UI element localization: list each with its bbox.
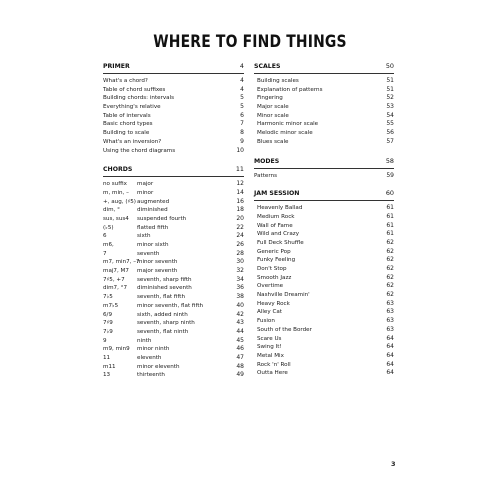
- chord-name: flatted fifth: [137, 224, 169, 231]
- entry-page: 42: [236, 310, 244, 318]
- chord-name: minor eleventh: [137, 363, 180, 370]
- section-title: JAM SESSION: [254, 190, 300, 198]
- chord-name: suspended fourth: [137, 215, 187, 222]
- section-rule: [254, 73, 394, 74]
- toc-entry[interactable]: [103, 267, 244, 276]
- chord-name: minor: [137, 189, 154, 196]
- chord-name: seventh: [137, 250, 160, 257]
- entry-page: 7: [240, 120, 244, 128]
- chord-symbol: 7♭5: [103, 294, 113, 301]
- entry-label: Rock 'n' Roll: [257, 361, 291, 368]
- entry-label: Medium Rock: [257, 213, 295, 220]
- section-rule: [254, 200, 394, 201]
- section-rule: [103, 73, 244, 74]
- chord-name: seventh, flat fifth: [137, 294, 186, 301]
- entry-page: 34: [236, 275, 244, 283]
- toc-entry[interactable]: [254, 204, 394, 213]
- entry-label: Melodic minor scale: [257, 130, 313, 137]
- entry-label: South of the Border: [257, 326, 312, 333]
- right-column: [254, 62, 394, 378]
- entry-page: 56: [386, 129, 394, 137]
- toc-entry[interactable]: [103, 86, 244, 95]
- entry-page: 4: [240, 77, 244, 84]
- chord-name: eleventh: [137, 354, 162, 361]
- toc-entry[interactable]: [103, 258, 244, 267]
- entry-page: 44: [236, 327, 244, 335]
- chord-symbol: m9, min9: [103, 346, 130, 353]
- chord-name: minor ninth: [137, 346, 170, 353]
- entry-page: 36: [236, 284, 244, 292]
- entry-page: 48: [236, 362, 244, 370]
- toc-entry[interactable]: [254, 248, 394, 257]
- entry-page: 6: [240, 111, 244, 119]
- chord-name: seventh, flat ninth: [137, 328, 189, 335]
- section-page: 11: [235, 165, 244, 174]
- toc-entry[interactable]: [103, 103, 244, 112]
- entry-label: Overtime: [257, 283, 284, 290]
- entry-label: Generic Pop: [257, 248, 291, 255]
- toc-entry[interactable]: [103, 189, 244, 198]
- entry-page: 22: [236, 223, 244, 231]
- chord-symbol: 6: [103, 233, 107, 240]
- section-primer: [103, 62, 244, 155]
- toc-entry[interactable]: [103, 276, 244, 285]
- toc-entry[interactable]: [254, 274, 394, 283]
- chord-symbol: m6,: [103, 242, 114, 248]
- toc-entry[interactable]: [103, 337, 244, 346]
- section-page: 50: [385, 62, 394, 70]
- chord-symbol: dim, °: [103, 207, 120, 214]
- section-page: 4: [239, 62, 244, 70]
- entry-page: 38: [236, 293, 244, 301]
- toc-entry[interactable]: [254, 352, 394, 361]
- chord-symbol: maj7, M7: [103, 268, 129, 275]
- entry-page: 63: [386, 317, 394, 325]
- entry-page: 43: [236, 319, 244, 327]
- toc-entry[interactable]: [103, 120, 244, 129]
- section-heading-jam-session[interactable]: [254, 189, 394, 198]
- entry-label: Wild and Crazy: [257, 231, 300, 238]
- entry-page: 45: [236, 336, 244, 344]
- toc-entry[interactable]: [254, 326, 394, 335]
- toc-entry[interactable]: [103, 77, 244, 86]
- chord-name: minor seventh: [137, 259, 178, 266]
- toc-entry[interactable]: [254, 138, 394, 147]
- toc-entry[interactable]: [254, 317, 394, 326]
- entry-page: 26: [236, 241, 244, 248]
- scales-list: [254, 77, 394, 147]
- entry-page: 10: [236, 146, 244, 154]
- entry-page: 62: [386, 247, 394, 255]
- toc-entry[interactable]: [254, 239, 394, 248]
- section-scales: [254, 62, 394, 147]
- chord-symbol: 6/9: [103, 311, 113, 318]
- entry-label: Heavy Rock: [257, 300, 290, 307]
- chord-symbol: m11: [103, 363, 116, 370]
- modes-list: [254, 172, 394, 181]
- chords-list: [103, 180, 244, 380]
- toc-entry[interactable]: [254, 120, 394, 129]
- toc-entry[interactable]: [103, 363, 244, 372]
- entry-page: 63: [386, 299, 394, 307]
- entry-label: Everything's relative: [103, 104, 161, 111]
- entry-page: 64: [386, 343, 394, 351]
- toc-entry[interactable]: [254, 112, 394, 121]
- entry-label: Building scales: [257, 78, 299, 84]
- entry-label: Table of chord suffixes: [103, 86, 166, 93]
- toc-entry[interactable]: [254, 129, 394, 138]
- toc-entry[interactable]: [254, 94, 394, 103]
- toc-entry[interactable]: [254, 103, 394, 112]
- toc-entry[interactable]: [254, 222, 394, 231]
- toc-entry[interactable]: [103, 129, 244, 138]
- entry-label: Swing It!: [257, 344, 282, 351]
- toc-entry[interactable]: [254, 369, 394, 378]
- entry-label: Building chords: intervals: [103, 95, 175, 102]
- entry-label: What's an inversion?: [103, 138, 162, 145]
- entry-page: 61: [386, 221, 394, 229]
- entry-page: 20: [236, 214, 244, 222]
- chord-name: seventh, sharp ninth: [137, 320, 195, 327]
- entry-page: 61: [386, 230, 394, 238]
- entry-label: Explanation of patterns: [257, 86, 323, 93]
- entry-label: Major scale: [257, 104, 289, 111]
- entry-page: 64: [386, 360, 394, 368]
- entry-page: 40: [236, 301, 244, 309]
- section-modes: [254, 157, 394, 181]
- entry-page: 47: [236, 353, 244, 361]
- primer-list: [103, 77, 244, 155]
- chord-symbol: 9: [103, 337, 107, 344]
- section-jam-session: [254, 189, 394, 378]
- entry-page: 53: [386, 103, 394, 111]
- chord-name: ninth: [137, 337, 152, 344]
- entry-page: 62: [386, 291, 394, 299]
- entry-page: 63: [386, 325, 394, 333]
- section-heading-chords[interactable]: [103, 165, 244, 174]
- chord-name: sixth: [137, 233, 151, 240]
- entry-label: Outta Here: [257, 370, 288, 377]
- entry-page: 64: [386, 334, 394, 342]
- entry-page: 4: [240, 85, 244, 93]
- chord-name: minor seventh, flat fifth: [137, 302, 204, 309]
- chord-name: minor sixth: [137, 242, 169, 248]
- entry-page: 5: [240, 103, 244, 111]
- entry-label: Blues scale: [257, 138, 289, 145]
- chord-name: diminished seventh: [137, 285, 192, 292]
- entry-page: 49: [236, 371, 244, 379]
- toc-entry[interactable]: [254, 282, 394, 291]
- entry-label: Don't Stop: [257, 266, 287, 272]
- section-rule: [103, 176, 244, 177]
- toc-entry[interactable]: [103, 232, 244, 241]
- toc-entry[interactable]: [254, 256, 394, 265]
- section-heading-scales[interactable]: [254, 62, 394, 71]
- entry-label: What's a chord?: [103, 78, 148, 84]
- toc-entry[interactable]: [103, 241, 244, 250]
- toc-entry[interactable]: [254, 77, 394, 86]
- chord-name: thirteenth: [137, 372, 165, 379]
- chord-symbol: 7♯9: [103, 320, 113, 327]
- toc-entry[interactable]: [103, 94, 244, 103]
- chord-name: augmented: [137, 198, 170, 205]
- entry-page: 59: [386, 171, 394, 179]
- section-heading-primer[interactable]: [103, 62, 244, 71]
- entry-page: 61: [386, 204, 394, 212]
- entry-page: 62: [386, 282, 394, 290]
- entry-label: Table of intervals: [103, 112, 151, 119]
- chord-name: sixth, added ninth: [137, 311, 188, 318]
- entry-page: 5: [240, 94, 244, 102]
- entry-label: Basic chord types: [103, 121, 153, 128]
- section-chords: [103, 165, 244, 380]
- section-title: CHORDS: [103, 166, 133, 174]
- entry-page: 46: [236, 345, 244, 353]
- toc-entry[interactable]: [254, 265, 394, 274]
- entry-page: 54: [386, 111, 394, 119]
- left-column: [103, 62, 244, 380]
- entry-page: 61: [386, 212, 394, 220]
- section-page: 60: [385, 189, 394, 198]
- entry-label: Harmonic minor scale: [257, 121, 319, 128]
- chord-symbol: m7♭5: [103, 302, 119, 309]
- chord-symbol: +, aug, (♯5): [103, 198, 136, 205]
- entry-page: 32: [236, 267, 244, 275]
- toc-entry[interactable]: [103, 112, 244, 121]
- entry-label: Fusion: [257, 318, 275, 325]
- entry-label: Minor scale: [257, 112, 289, 119]
- section-title: SCALES: [254, 63, 281, 70]
- entry-label: Alley Cat: [257, 309, 282, 316]
- toc-entry[interactable]: [103, 354, 244, 363]
- entry-label: Metal Mix: [257, 352, 284, 359]
- toc-entry[interactable]: [254, 361, 394, 370]
- section-rule: [254, 168, 394, 169]
- section-page: 58: [385, 156, 394, 165]
- chord-symbol: 11: [103, 354, 111, 361]
- entry-page: 63: [386, 308, 394, 316]
- toc-entry[interactable]: [254, 172, 394, 181]
- chord-symbol: 13: [103, 372, 111, 379]
- toc-entry[interactable]: [254, 300, 394, 309]
- chord-symbol: (♭5): [103, 224, 114, 231]
- section-heading-modes[interactable]: [254, 157, 394, 166]
- entry-label: Nashville Dreamin': [257, 292, 310, 299]
- entry-label: Wall of Fame: [257, 222, 293, 229]
- toc-entry[interactable]: [103, 371, 244, 380]
- chord-symbol: no suffix: [103, 181, 127, 188]
- toc-entry[interactable]: [103, 284, 244, 293]
- entry-page: 12: [236, 180, 244, 188]
- toc-entry[interactable]: [254, 308, 394, 317]
- chord-symbol: 7♯5, +7: [103, 276, 125, 283]
- entry-label: Heavenly Ballad: [257, 205, 303, 212]
- toc-entry[interactable]: [103, 311, 244, 320]
- toc-entry[interactable]: [103, 206, 244, 215]
- entry-label: Fingering: [257, 95, 283, 102]
- toc-entry[interactable]: [103, 293, 244, 302]
- entry-page: 30: [236, 258, 244, 266]
- toc-entry[interactable]: [254, 291, 394, 300]
- toc-entry[interactable]: [103, 302, 244, 311]
- chord-symbol: 7♭9: [103, 328, 113, 335]
- entry-page: 8: [240, 129, 244, 137]
- entry-page: 57: [386, 137, 394, 145]
- toc-entry[interactable]: [254, 335, 394, 344]
- entry-label: Funky Feeling: [257, 257, 296, 264]
- entry-page: 52: [386, 94, 394, 102]
- entry-page: 9: [240, 137, 244, 145]
- toc-entry[interactable]: [103, 215, 244, 224]
- chord-symbol: 7: [103, 250, 107, 257]
- chord-name: seventh, sharp fifth: [137, 276, 192, 283]
- entry-page: 62: [386, 273, 394, 281]
- entry-page: 55: [386, 120, 394, 128]
- entry-page: 62: [386, 238, 394, 246]
- chord-symbol: sus, sus4: [103, 215, 129, 222]
- entry-label: Building to scale: [103, 130, 150, 137]
- chord-symbol: m7, min7, –7: [103, 259, 140, 266]
- toc-entry[interactable]: [254, 86, 394, 95]
- entry-page: 14: [236, 188, 244, 196]
- chord-name: major: [137, 181, 154, 188]
- toc-entry[interactable]: [103, 147, 244, 156]
- page-title: WHERE TO FIND THINGS: [153, 32, 347, 52]
- chord-name: diminished: [137, 207, 168, 214]
- entry-page: 18: [236, 206, 244, 214]
- toc-entry[interactable]: [103, 198, 244, 207]
- toc-entry[interactable]: [254, 343, 394, 352]
- toc-entry[interactable]: [103, 345, 244, 354]
- entry-page: 51: [386, 77, 394, 84]
- entry-page: 64: [386, 351, 394, 359]
- toc-entry[interactable]: [103, 250, 244, 259]
- toc-entry[interactable]: [103, 319, 244, 328]
- entry-label: Full Deck Shuffle: [257, 239, 304, 246]
- entry-page: 16: [236, 197, 244, 205]
- toc-entry[interactable]: [103, 224, 244, 233]
- chord-symbol: m, min, –: [103, 189, 129, 196]
- page-number: 3: [391, 460, 396, 468]
- entry-page: 62: [386, 256, 394, 264]
- entry-label: Scare Us: [257, 335, 282, 342]
- jam-session-list: [254, 204, 394, 378]
- chord-symbol: dim7, °7: [103, 285, 128, 292]
- entry-label: Smooth Jazz: [257, 274, 292, 281]
- entry-page: 62: [386, 265, 394, 272]
- entry-page: 24: [236, 232, 244, 240]
- toc-entry[interactable]: [103, 180, 244, 189]
- entry-page: 51: [386, 85, 394, 93]
- toc-entry[interactable]: [103, 328, 244, 337]
- section-title: PRIMER: [103, 63, 130, 70]
- chord-name: major seventh: [137, 268, 178, 275]
- toc-entry[interactable]: [254, 230, 394, 239]
- section-title: MODES: [254, 157, 280, 165]
- entry-label: Using the chord diagrams: [103, 147, 176, 154]
- entry-page: 64: [386, 369, 394, 377]
- toc-entry[interactable]: [254, 213, 394, 222]
- entry-label: Patterns: [254, 172, 278, 179]
- entry-page: 28: [236, 249, 244, 257]
- toc-entry[interactable]: [103, 138, 244, 147]
